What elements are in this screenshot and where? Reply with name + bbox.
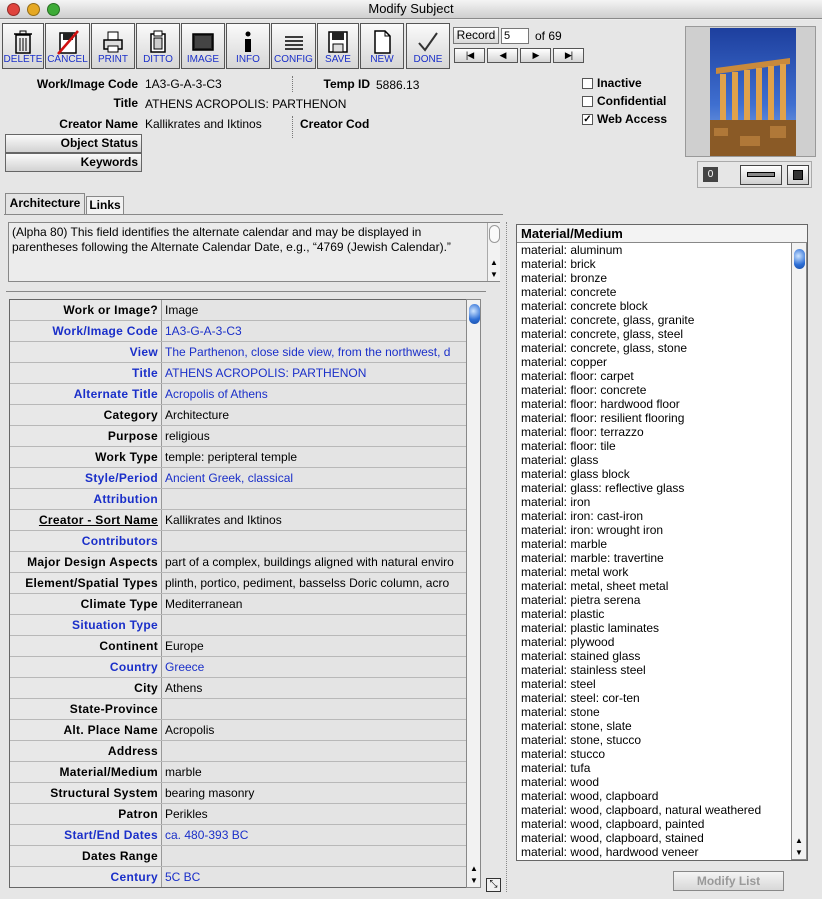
material-list-item[interactable]: material: metal work — [521, 565, 629, 579]
field-label[interactable]: Alternate Title — [10, 384, 162, 404]
info-icon — [237, 29, 259, 55]
field-label: City — [10, 678, 162, 698]
new-button[interactable] — [360, 23, 404, 69]
next-record-icon: ▶ — [532, 50, 539, 60]
modify-list-button[interactable]: Modify List — [673, 871, 784, 891]
material-list-item[interactable]: material: wood, clapboard, stained — [521, 831, 704, 845]
material-list-item[interactable]: material: wood, clapboard, natural weathered — [521, 803, 762, 817]
field-row — [10, 342, 466, 363]
field-label: Category — [10, 405, 162, 425]
field-label[interactable]: Style/Period — [10, 468, 162, 488]
first-record-icon: |◀ — [465, 50, 474, 60]
field-label: Patron — [10, 804, 162, 824]
info-button-label: INFO — [236, 54, 260, 65]
field-row — [10, 615, 466, 636]
field-label: Work Type — [10, 447, 162, 467]
scroll-down-arrow-icon[interactable]: ▼ — [470, 876, 478, 885]
field-label[interactable]: Start/End Dates — [10, 825, 162, 845]
material-list-item[interactable]: material: marble: travertine — [521, 551, 664, 565]
field-value[interactable]: Kallikrates and Iktinos — [162, 510, 466, 530]
work-image-code-value: 1A3-G-A-3-C3 — [145, 77, 222, 91]
field-row — [10, 825, 466, 846]
new-document-icon — [371, 29, 393, 55]
info-button[interactable] — [226, 23, 270, 69]
image-button-label: IMAGE — [186, 54, 220, 65]
material-list-item[interactable]: material: brick — [521, 257, 596, 271]
material-list-item[interactable]: material: iron — [521, 495, 591, 509]
field-value[interactable]: religious — [162, 426, 466, 446]
field-grid-scrollbar[interactable] — [466, 299, 481, 888]
material-list-item[interactable]: material: stucco — [521, 747, 606, 761]
field-label: Material/Medium — [10, 762, 162, 782]
material-list-item[interactable]: material: bronze — [521, 271, 608, 285]
field-label[interactable]: Attribution — [10, 489, 162, 509]
field-value[interactable]: 5C BC — [162, 867, 466, 887]
field-value[interactable]: Ancient Greek, classical — [162, 468, 466, 488]
field-row — [10, 447, 466, 468]
image-panel — [685, 26, 816, 157]
material-list-item[interactable]: material: floor: resilient flooring — [521, 411, 685, 425]
field-label[interactable]: Work/Image Code — [10, 321, 162, 341]
field-value[interactable]: Greece — [162, 657, 466, 677]
tab-divider — [4, 214, 503, 215]
field-label: Creator - Sort Name — [10, 510, 162, 530]
field-row — [10, 783, 466, 804]
field-value[interactable] — [162, 489, 466, 509]
help-scroll-thumb[interactable] — [489, 225, 500, 243]
field-row — [10, 741, 466, 762]
field-value[interactable]: temple: peripteral temple — [162, 447, 466, 467]
field-value[interactable]: Perikles — [162, 804, 466, 824]
field-label: Major Design Aspects — [10, 552, 162, 572]
material-list-item[interactable]: material: floor: concrete — [521, 383, 647, 397]
material-list-item[interactable]: material: floor: tile — [521, 439, 616, 453]
creator-code-label: Creator Cod — [300, 117, 370, 131]
config-button-label: CONFIG — [274, 54, 313, 65]
field-row — [10, 657, 466, 678]
field-value[interactable]: marble — [162, 762, 466, 782]
material-list-item[interactable]: material: pietra serena — [521, 593, 641, 607]
field-value[interactable]: bearing masonry — [162, 783, 466, 803]
material-list-item[interactable]: material: steel — [521, 677, 596, 691]
printer-icon — [102, 29, 124, 55]
field-row — [10, 468, 466, 489]
field-value[interactable]: Image — [162, 300, 466, 320]
separator — [6, 291, 486, 292]
field-row — [10, 531, 466, 552]
image-icon — [192, 29, 214, 55]
field-value[interactable] — [162, 846, 466, 866]
field-label[interactable]: Century — [10, 867, 162, 887]
print-button-label: PRINT — [98, 54, 128, 65]
print-button[interactable] — [91, 23, 135, 69]
material-list-item[interactable]: material: wood, clapboard — [521, 789, 659, 803]
field-row — [10, 636, 466, 657]
delete-button-label: DELETE — [3, 54, 43, 65]
web-access-label: Web Access — [597, 112, 668, 126]
material-list-item[interactable]: material: stained glass — [521, 649, 641, 663]
material-list-item[interactable]: material: wood — [521, 775, 600, 789]
checkmark-icon — [417, 29, 439, 55]
material-list-item[interactable]: material: wood, hardwood veneer — [521, 845, 699, 859]
field-label: Work or Image? — [10, 300, 162, 320]
record-number-input[interactable] — [501, 28, 529, 44]
field-label: Alt. Place Name — [10, 720, 162, 740]
material-list-item[interactable]: material: wood, clapboard, painted — [521, 817, 705, 831]
field-grid-scroll-thumb[interactable] — [469, 304, 480, 324]
inactive-checkbox[interactable] — [582, 78, 593, 89]
field-row — [10, 552, 466, 573]
scroll-down-arrow-icon[interactable]: ▼ — [490, 270, 498, 279]
scroll-up-arrow-icon[interactable]: ▲ — [470, 864, 478, 873]
help-scrollbar[interactable] — [487, 223, 500, 281]
field-row — [10, 804, 466, 825]
material-list-item[interactable]: material: floor: terrazzo — [521, 425, 644, 439]
field-value[interactable]: plinth, portico, pediment, basselss Doric column, acro — [162, 573, 466, 593]
last-record-button[interactable] — [553, 48, 584, 63]
temp-id-label: Temp ID — [323, 77, 370, 91]
field-label[interactable]: Country — [10, 657, 162, 677]
tab-architecture[interactable]: Architecture — [5, 193, 85, 214]
material-list-item[interactable]: material: concrete, glass, steel — [521, 327, 684, 341]
material-list-item[interactable]: material: metal, sheet metal — [521, 579, 669, 593]
field-label[interactable]: View — [10, 342, 162, 362]
minimize-window-button[interactable] — [27, 3, 40, 16]
work-image-code-label: Work/Image Code — [36, 77, 138, 91]
material-list-item[interactable]: material: glass: reflective glass — [521, 481, 685, 495]
field-value[interactable]: ca. 480-393 BC — [162, 825, 466, 845]
first-record-button[interactable] — [454, 48, 485, 63]
field-label: State-Province — [10, 699, 162, 719]
slider-icon — [747, 172, 775, 177]
material-list-header: Material/Medium — [517, 225, 807, 243]
record-total: of 69 — [535, 29, 562, 43]
field-value[interactable] — [162, 615, 466, 635]
next-record-button[interactable] — [520, 48, 551, 63]
close-window-button[interactable] — [7, 3, 20, 16]
image-counter: 0 — [703, 167, 718, 182]
field-value[interactable]: Acropolis — [162, 720, 466, 740]
title-value: ATHENS ACROPOLIS: PARTHENON — [145, 97, 347, 111]
field-row — [10, 363, 466, 384]
field-value[interactable]: Architecture — [162, 405, 466, 425]
material-list-item[interactable]: material: plywood — [521, 635, 615, 649]
resize-grip-icon[interactable]: ⤡ — [486, 878, 501, 892]
last-record-icon: ▶| — [564, 50, 573, 60]
material-list-item[interactable]: material: stone, stucco — [521, 733, 642, 747]
material-list-item[interactable]: material: concrete — [521, 285, 617, 299]
field-label: Dates Range — [10, 846, 162, 866]
delete-button[interactable] — [2, 23, 44, 69]
field-label: Element/Spatial Types — [10, 573, 162, 593]
config-icon — [283, 29, 305, 55]
done-button-label: DONE — [413, 54, 443, 65]
field-label[interactable]: Situation Type — [10, 615, 162, 635]
done-button[interactable] — [406, 23, 450, 69]
field-value[interactable]: Acropolis of Athens — [162, 384, 466, 404]
material-list-item[interactable]: material: concrete, glass, stone — [521, 341, 688, 355]
field-value[interactable]: ATHENS ACROPOLIS: PARTHENON — [162, 363, 466, 383]
material-list-item[interactable]: material: stone, slate — [521, 719, 632, 733]
new-button-label: NEW — [370, 54, 394, 65]
material-list-item[interactable]: material: glass — [521, 453, 599, 467]
save-button[interactable] — [317, 23, 359, 69]
header-divider — [292, 76, 293, 92]
field-row — [10, 573, 466, 594]
image-button[interactable] — [181, 23, 225, 69]
ditto-icon — [147, 29, 169, 55]
save-button-label: SAVE — [325, 54, 351, 65]
pane-divider — [506, 222, 507, 892]
field-label: Purpose — [10, 426, 162, 446]
help-text-box — [8, 222, 500, 282]
object-status-button[interactable]: Object Status — [5, 134, 142, 153]
field-label: Continent — [10, 636, 162, 656]
previous-record-button[interactable] — [487, 48, 518, 63]
window-title: Modify Subject — [368, 1, 454, 16]
field-row — [10, 321, 466, 342]
field-row — [10, 426, 466, 447]
temp-id-value: 5886.13 — [376, 78, 420, 92]
field-row — [10, 762, 466, 783]
material-list-item[interactable]: material: iron: cast-iron — [521, 509, 644, 523]
material-list-item[interactable]: material: aluminum — [521, 243, 623, 257]
field-row — [10, 867, 466, 888]
trash-icon — [12, 29, 34, 55]
material-list-item[interactable]: material: concrete block — [521, 299, 648, 313]
cancel-button[interactable] — [45, 23, 90, 69]
cancel-button-label: CANCEL — [47, 54, 88, 65]
field-label: Climate Type — [10, 594, 162, 614]
material-list — [516, 224, 808, 861]
scroll-up-arrow-icon[interactable]: ▲ — [490, 258, 498, 267]
scroll-down-arrow-icon[interactable]: ▼ — [795, 848, 803, 857]
field-row — [10, 720, 466, 741]
window-titlebar — [0, 0, 822, 19]
header-divider — [292, 116, 293, 138]
web-access-checkbox[interactable] — [582, 114, 593, 125]
material-list-item[interactable]: material: steel: cor-ten — [521, 691, 640, 705]
field-row — [10, 594, 466, 615]
field-value[interactable] — [162, 699, 466, 719]
field-value[interactable]: Mediterranean — [162, 594, 466, 614]
zoom-window-button[interactable] — [47, 3, 60, 16]
material-list-item[interactable]: material: stainless steel — [521, 663, 646, 677]
material-list-items — [517, 243, 807, 859]
ditto-button[interactable] — [136, 23, 180, 69]
material-list-item[interactable]: material: copper — [521, 355, 608, 369]
keywords-button[interactable]: Keywords — [5, 153, 142, 172]
material-list-scroll-thumb[interactable] — [794, 249, 805, 269]
field-value[interactable] — [162, 531, 466, 551]
field-label: Structural System — [10, 783, 162, 803]
material-list-item[interactable]: material: plastic — [521, 607, 605, 621]
material-list-scrollbar[interactable] — [791, 242, 807, 860]
title-label: Title — [113, 96, 138, 110]
field-value[interactable]: Athens — [162, 678, 466, 698]
image-slider-button[interactable] — [740, 165, 782, 185]
material-list-item[interactable]: material: tufa — [521, 761, 591, 775]
material-list-item[interactable]: material: floor: carpet — [521, 369, 634, 383]
checkmark-icon: ✓ — [583, 114, 592, 125]
field-row — [10, 300, 466, 321]
material-list-item[interactable]: material: marble — [521, 537, 608, 551]
field-label: Address — [10, 741, 162, 761]
inactive-label: Inactive — [597, 76, 642, 90]
material-list-item[interactable]: material: concrete, glass, granite — [521, 313, 695, 327]
cancel-icon — [57, 29, 79, 55]
tab-links[interactable]: Links — [86, 196, 124, 214]
field-row — [10, 678, 466, 699]
image-viewer-button[interactable] — [787, 165, 809, 185]
floppy-disk-icon — [327, 29, 349, 55]
material-list-item[interactable]: material: floor: hardwood floor — [521, 397, 680, 411]
field-row — [10, 846, 466, 867]
help-text: (Alpha 80) This field identifies the alternate calendar and may be displayed in parentheses following the Alternate Calendar Date, e.g., “4769 (Jewish Calendar).” — [12, 225, 451, 254]
field-row — [10, 699, 466, 720]
field-value[interactable]: part of a complex, buildings aligned with natural enviro — [162, 552, 466, 572]
previous-record-icon: ◀ — [499, 50, 506, 60]
field-label[interactable]: Title — [10, 363, 162, 383]
field-value[interactable] — [162, 741, 466, 761]
creator-name-value: Kallikrates and Iktinos — [145, 117, 262, 131]
config-button[interactable] — [271, 23, 316, 69]
image-viewer-icon — [793, 170, 803, 180]
field-label[interactable]: Contributors — [10, 531, 162, 551]
field-row — [10, 384, 466, 405]
scroll-up-arrow-icon[interactable]: ▲ — [795, 836, 803, 845]
field-value[interactable]: Europe — [162, 636, 466, 656]
field-value[interactable]: 1A3-G-A-3-C3 — [162, 321, 466, 341]
field-row — [10, 510, 466, 531]
field-row — [10, 489, 466, 510]
parthenon-photo[interactable] — [710, 28, 796, 156]
ditto-button-label: DITTO — [143, 54, 173, 65]
field-grid — [9, 299, 467, 888]
material-list-item[interactable]: material: glass block — [521, 467, 630, 481]
record-label: Record — [453, 27, 499, 44]
field-value[interactable]: The Parthenon, close side view, from the northwest, d — [162, 342, 466, 362]
material-list-item[interactable]: material: stone — [521, 705, 600, 719]
creator-name-label: Creator Name — [59, 117, 138, 131]
material-list-item[interactable]: material: plastic laminates — [521, 621, 660, 635]
confidential-checkbox[interactable] — [582, 96, 593, 107]
confidential-label: Confidential — [597, 94, 667, 108]
field-row — [10, 405, 466, 426]
material-list-item[interactable]: material: iron: wrought iron — [521, 523, 664, 537]
